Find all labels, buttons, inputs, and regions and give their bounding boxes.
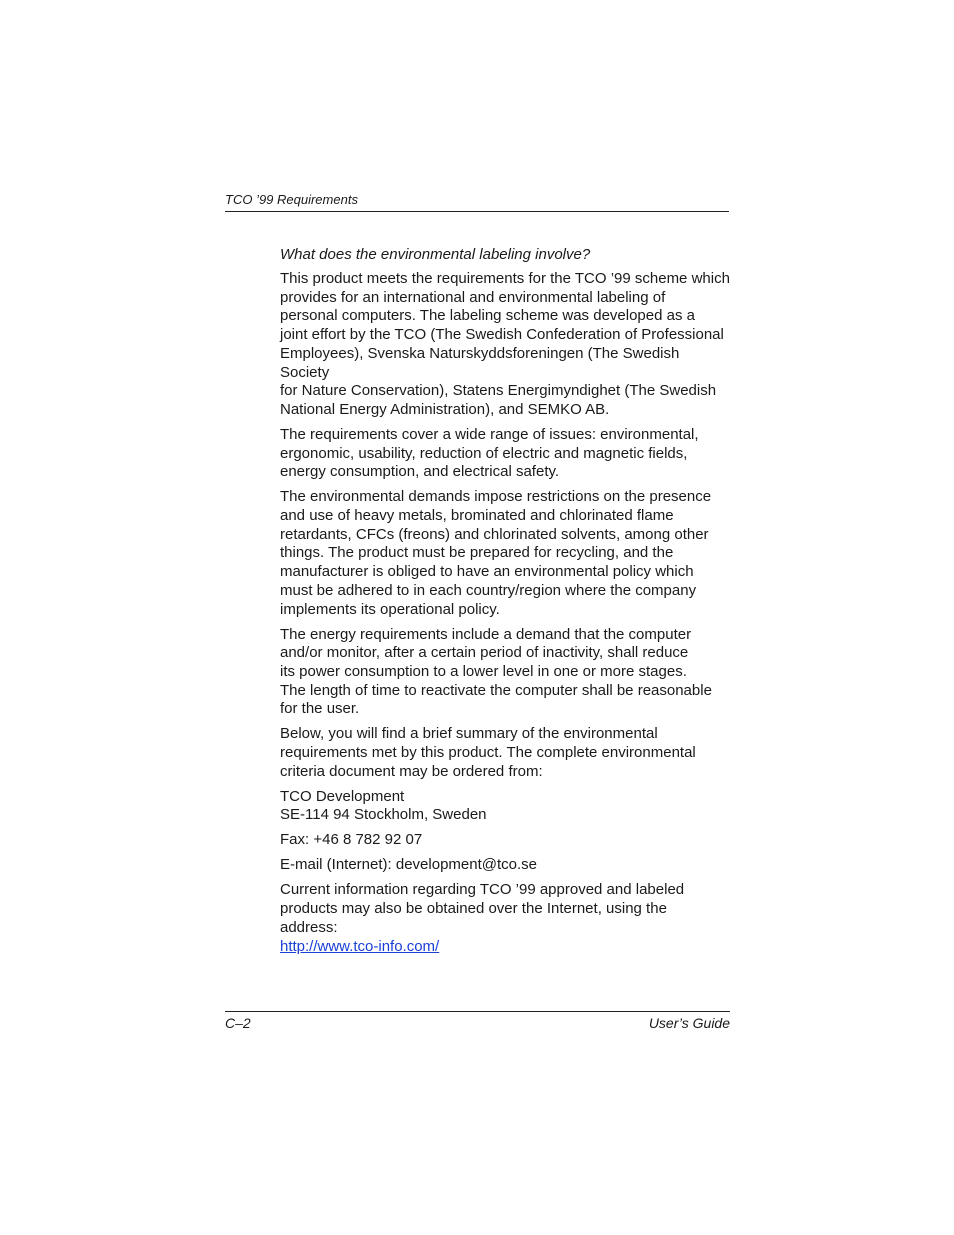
page-number: C–2 <box>225 1015 251 1031</box>
text-line: requirements met by this product. The complete environmental <box>280 744 696 762</box>
text-line: joint effort by the TCO (The Swedish Confederation of Professional <box>280 326 724 344</box>
text-line: manufacturer is obliged to have an environmental policy which <box>280 563 694 581</box>
book-title: User’s Guide <box>648 1015 730 1031</box>
text-line: The energy requirements include a demand that the computer <box>280 625 692 643</box>
text-line: The requirements cover a wide range of issues: environmental, <box>280 425 699 443</box>
text-line: Below, you will find a brief summary of the environmental <box>280 725 658 743</box>
text-line: ergonomic, usability, reduction of electric and magnetic fields, <box>280 444 688 462</box>
text-line: and/or monitor, after a certain period of inactivity, shall reduce <box>280 644 689 662</box>
text-line: E-mail (Internet): development@tco.se <box>280 856 537 874</box>
fax-number <box>280 831 732 850</box>
page-header <box>225 190 729 212</box>
text-line: products may also be obtained over the Internet, using the <box>280 900 667 918</box>
text-line: Fax: +46 8 782 92 07 <box>280 831 423 849</box>
text-line: personal computers. The labeling scheme was developed as a <box>280 307 695 325</box>
paragraph-energy-requirements <box>280 626 732 720</box>
paragraph-environmental-demands <box>280 488 732 619</box>
text-line: Employees), Svenska Naturskyddsforeningen (The Swedish Society <box>280 344 680 381</box>
text-line: address: <box>280 918 338 936</box>
text-line: This product meets the requirements for the TCO ’99 scheme which <box>280 270 730 287</box>
paragraph-labeling-scheme <box>280 270 732 420</box>
paragraph-requirements-scope <box>280 426 732 482</box>
section-heading: What does the environmental labeling involve? <box>280 246 591 263</box>
text-line: things. The product must be prepared for recycling, and the <box>280 544 674 562</box>
text-line: its power consumption to a lower level in one or more stages. <box>280 662 687 680</box>
text-line: implements its operational policy. <box>280 600 500 618</box>
text-line: for the user. <box>280 700 360 718</box>
paragraph-internet-info <box>280 881 732 956</box>
page-footer <box>225 1011 730 1033</box>
text-line: criteria document may be ordered from: <box>280 762 543 780</box>
text-line: The environmental demands impose restrictions on the presence <box>280 488 712 506</box>
text-line: energy consumption, and electrical safety. <box>280 463 560 481</box>
text-line: provides for an international and environmental labeling of <box>280 288 666 306</box>
tco-info-link[interactable]: http://www.tco-info.com/ <box>280 937 440 955</box>
text-line: retardants, CFCs (freons) and chlorinated solvents, among other <box>280 525 709 543</box>
text-line: Current information regarding TCO ’99 approved and labeled <box>280 881 685 899</box>
text-line: The length of time to reactivate the computer shall be reasonable <box>280 681 712 699</box>
address-line: SE-114 94 Stockholm, Sweden <box>280 806 487 824</box>
postal-address <box>280 788 732 825</box>
text-line: National Energy Administration), and SEMKO AB. <box>280 400 610 418</box>
text-line: and use of heavy metals, brominated and chlorinated flame <box>280 507 674 525</box>
page-content <box>280 245 732 963</box>
text-line: must be adhered to in each country/region where the company <box>280 581 697 599</box>
text-line: for Nature Conservation), Statens Energimyndighet (The Swedish <box>280 382 717 400</box>
running-title: TCO ’99 Requirements <box>225 192 358 207</box>
paragraph-summary-intro <box>280 725 732 781</box>
address-line: TCO Development <box>280 787 405 805</box>
email-address <box>280 856 732 875</box>
